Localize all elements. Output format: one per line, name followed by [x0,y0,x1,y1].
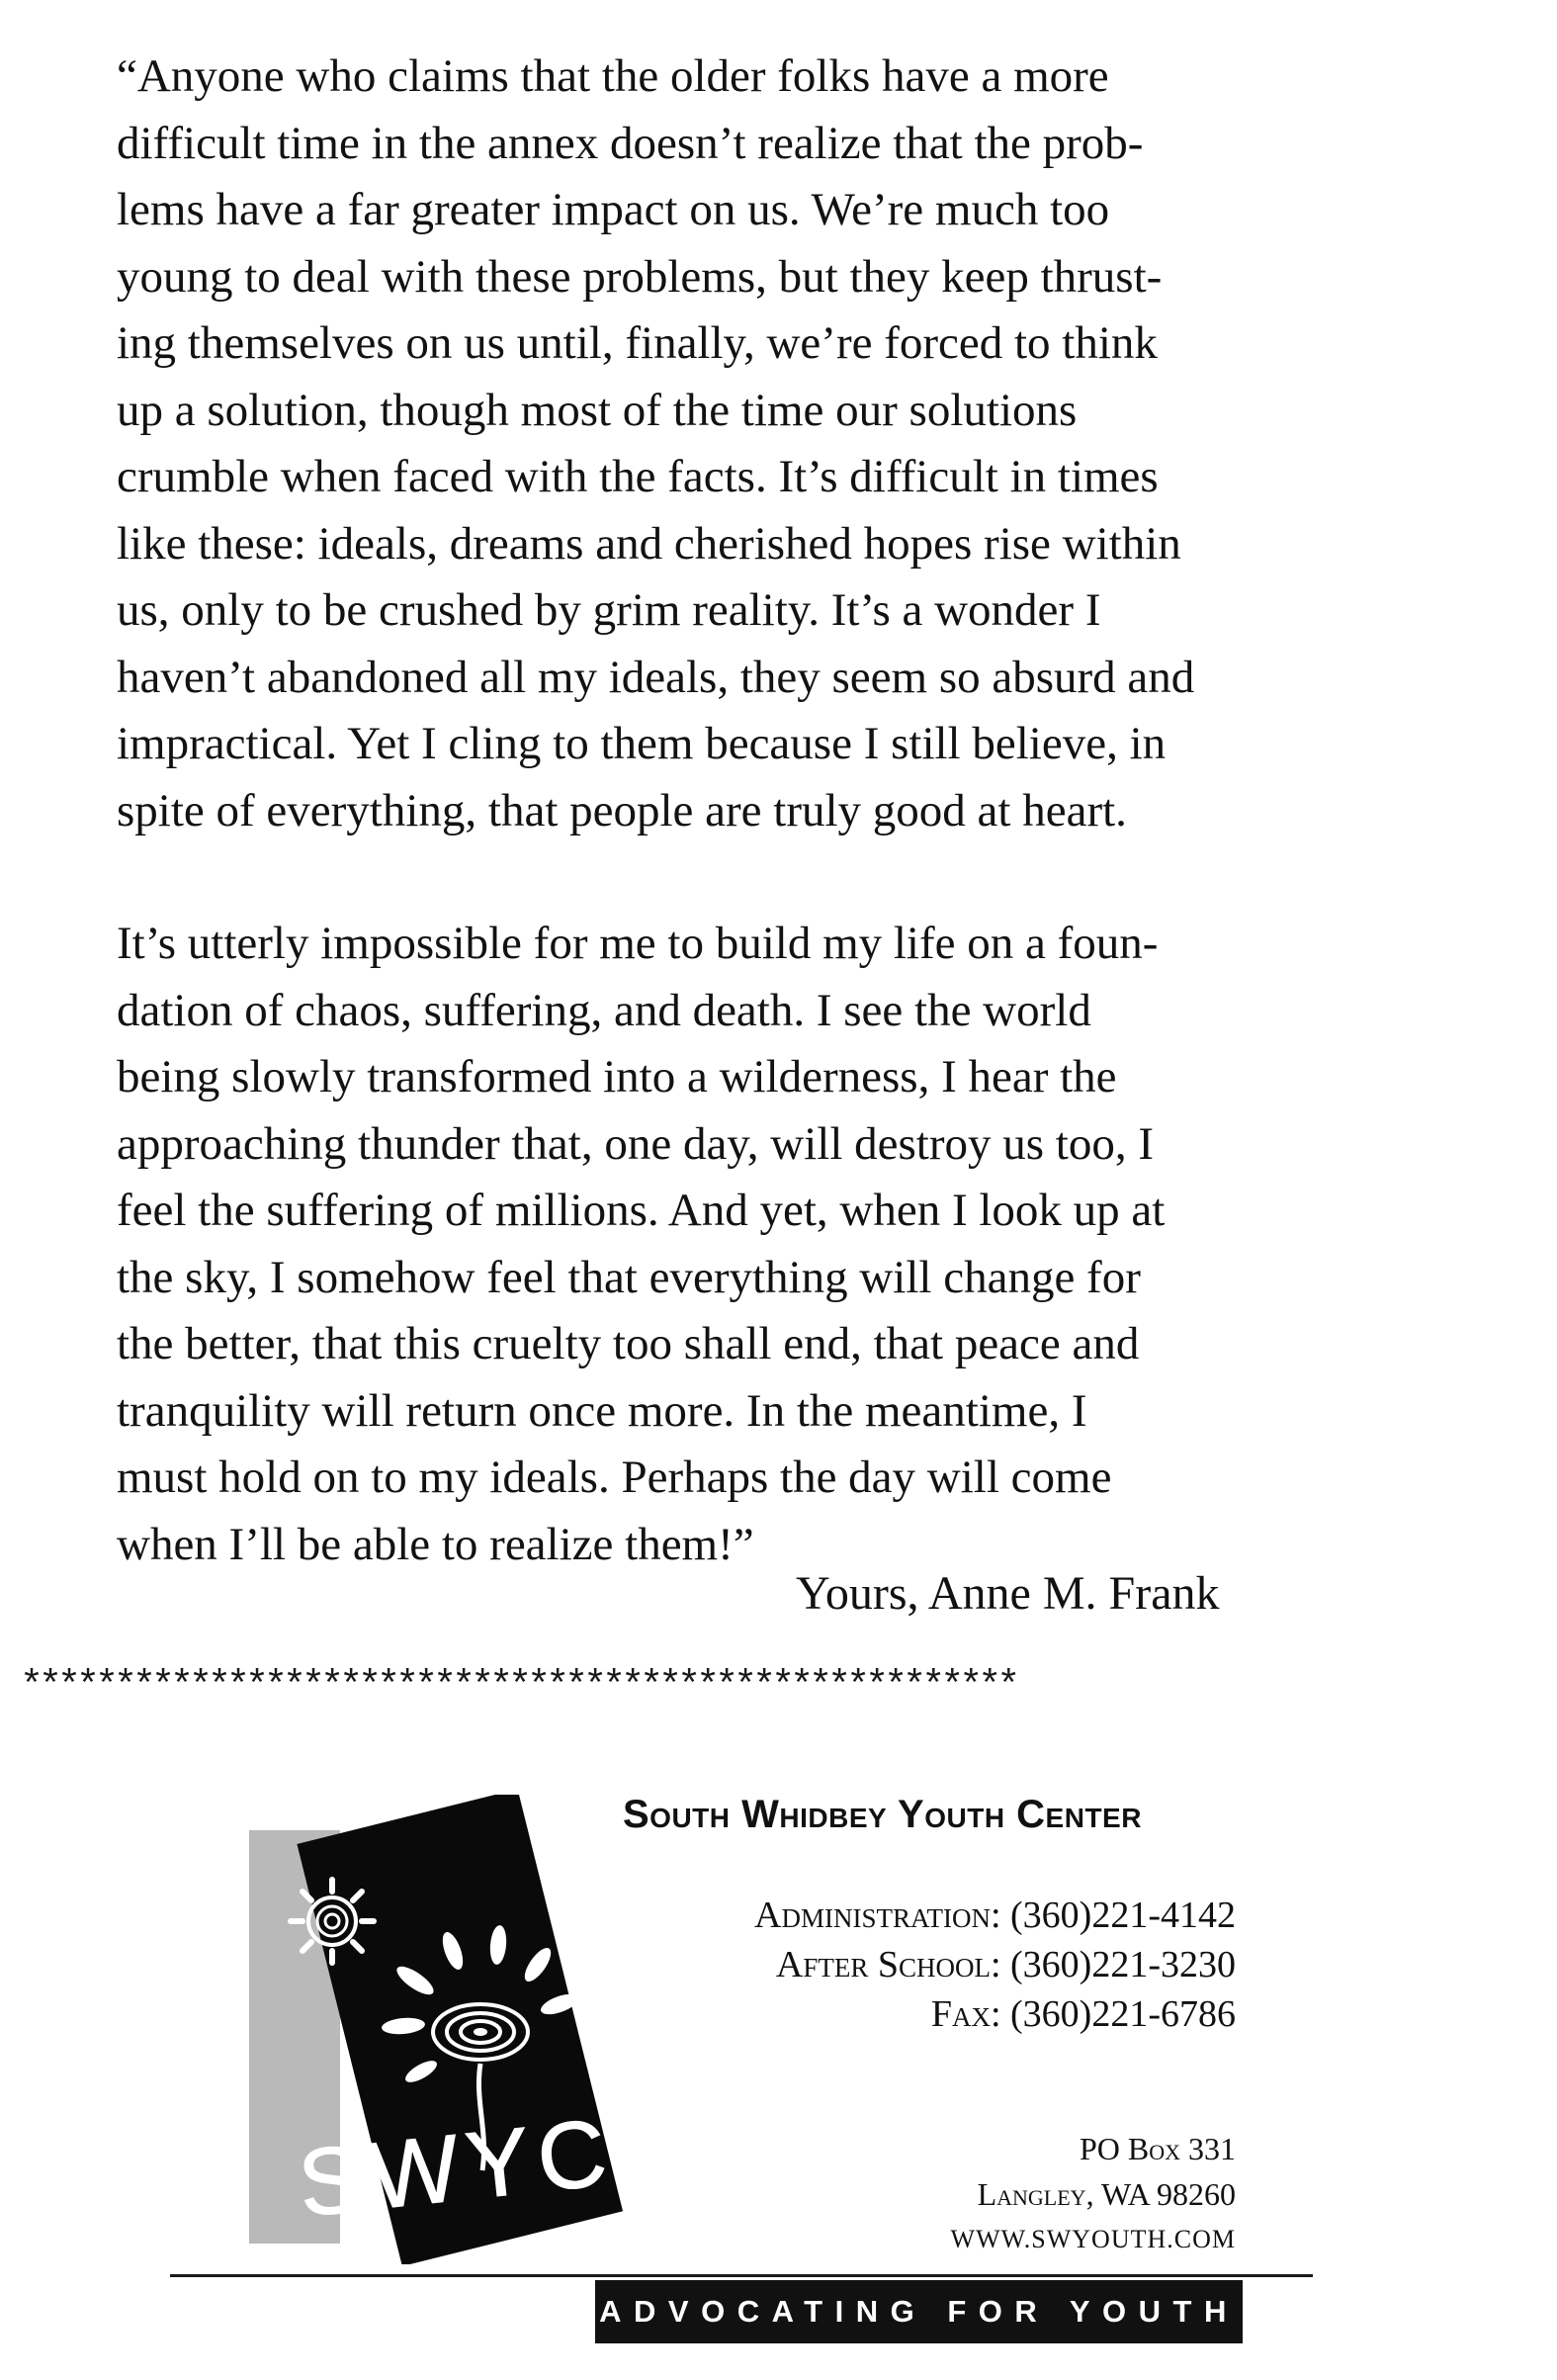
text-line: It’s utterly impossible for me to build my life on a foun- [117,918,1159,969]
contact-list [754,1891,1236,2039]
text-line: difficult time in the annex doesn’t realize that the prob- [117,117,1144,169]
contact-label: Administration: [754,1895,1001,1936]
contact-number: (360)221-3230 [1010,1944,1236,1985]
website-link[interactable]: WWW.SWYOUTH.COM [950,2225,1236,2253]
po-box: PO Box 331 [1079,2131,1236,2166]
text-line: being slowly transformed into a wilderness, I hear the [117,1051,1117,1102]
city-state-zip: Langley, WA 98260 [977,2176,1236,2212]
letter-paragraph-1 [117,44,1431,844]
letter-signoff: Yours, Anne M. Frank [796,1567,1220,1620]
text-line: lems have a far greater impact on us. We’re much too [117,184,1110,235]
text-line: dation of chaos, suffering, and death. I see the world [117,984,1091,1036]
org-name: South Whidbey Youth Center [623,1793,1142,1836]
text-line: when I’ll be able to realize them!” [117,1518,754,1570]
contact-label: Fax: [930,1993,1001,2035]
contact-number: (360)221-6786 [1010,1993,1236,2035]
contact-after-school [754,1940,1236,1989]
letter-paragraph-2 [117,911,1431,1578]
text-line: the better, that this cruelty too shall end, that peace and [117,1318,1140,1369]
text-line: feel the suffering of millions. And yet, when I look up at [117,1185,1166,1236]
text-line: crumble when faced with the facts. It’s difficult in times [117,451,1159,502]
paragraph-gap [117,844,1431,911]
letter-body [117,44,1431,1578]
logo-wordmark: SWYC [293,2098,620,2238]
mailing-address [951,2126,1236,2262]
text-line: tranquility will return once more. In the meantime, I [117,1384,1087,1437]
contact-fax [754,1989,1236,2039]
text-line: haven’t abandoned all my ideals, they seem so absurd and [117,651,1195,703]
text-line: spite of everything, that people are truly good at heart. [117,784,1127,837]
contact-administration [754,1891,1236,1940]
text-line: must hold on to my ideals. Perhaps the day will come [117,1452,1112,1503]
text-line: ing themselves on us until, finally, we’re forced to think [117,317,1158,369]
footer-rule [170,2274,1313,2277]
text-line: young to deal with these problems, but they keep thrust- [117,250,1163,303]
contact-number: (360)221-4142 [1010,1895,1236,1936]
asterisk-divider: ***************************************************** [20,1665,1016,1710]
swyc-logo [233,1795,668,2264]
text-line: impractical. Yet I cling to them because I still believe, in [117,718,1167,769]
text-line: us, only to be crushed by grim reality. It’s a wonder I [117,584,1101,636]
contact-label: After School: [775,1944,1001,1985]
text-line: like these: ideals, dreams and cherished hopes rise within [117,517,1181,570]
text-line: up a solution, though most of the time our solutions [117,384,1078,436]
tagline-banner: ADVOCATING FOR YOUTH [595,2280,1243,2343]
text-line: approaching thunder that, one day, will destroy us too, I [117,1117,1154,1170]
text-line: the sky, I somehow feel that everything will change for [117,1251,1141,1303]
text-line: “Anyone who claims that the older folks have a more [117,50,1109,102]
